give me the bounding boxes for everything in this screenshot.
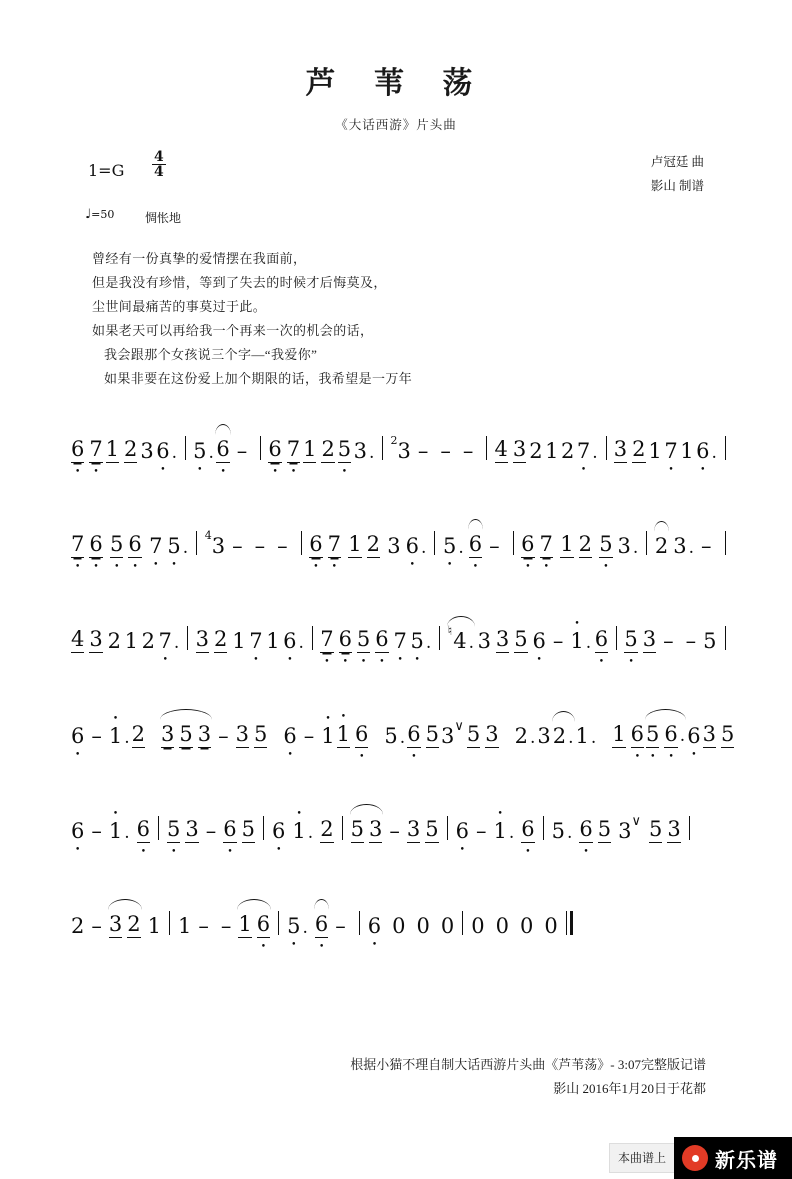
tempo-value: =50 [91, 208, 115, 221]
music-stave: 6 • – • 1 . 2 3 5 3 – 3 5 6 • – • 1 • 1 6 • 5 . 6 • 5 3∨ 5 3 2 . 3 2 . 1 . 1 6 • 5 • 6 • . 6 • 3 5 [0, 702, 792, 797]
footer-line: 影山 2016年1月20日于花都 [553, 1080, 706, 1096]
lyric-line: 但是我没有珍惜，等到了失去的时候才后悔莫及， [92, 275, 387, 291]
quarter-note-icon: ♩ [85, 207, 92, 222]
badge-caption: 本曲谱上 [609, 1143, 674, 1173]
music-stave: 2 – 3 2 1 1 – – 1 6 • 5 • . 6 • – 6 • 0 0 0 0 0 0 0 [0, 892, 792, 987]
watermark-badge [609, 1137, 792, 1179]
lyrics-preface [92, 247, 792, 391]
time-signature-numerator: 4 [154, 149, 164, 165]
sheet-music-page [0, 58, 792, 1179]
expression-marking: 惆怅地 [145, 211, 182, 225]
tempo-marking [85, 207, 114, 222]
music-stave: 4 3 2 1 2 7 • . 3 2 1 7 • 1 6 • . 7 • 6 • 5 • 6 • 7 • 5 • . ♮4 . 3 3 5 6 • – • 1 . 6 • 5 • 3 – – 5 [0, 607, 792, 702]
time-signature [152, 150, 166, 180]
music-staves [0, 417, 792, 987]
page-subtitle: 《大话西游》片头曲 [335, 118, 457, 132]
lyric-line: 如果非要在这份爱上加个期限的话，我希望是一万年 [104, 371, 413, 387]
lyric-line: 曾经有一份真挚的爱情摆在我面前， [92, 251, 307, 266]
credit-arranger: 影山 制谱 [650, 178, 704, 193]
footer-line: 根据小猫不理自制大话西游片头曲《芦苇荡》- 3:07完整版记谱 [350, 1056, 706, 1072]
page-title: 芦 苇 荡 [305, 66, 487, 101]
final-barline [566, 911, 573, 935]
time-signature-denominator: 4 [154, 164, 164, 180]
footer-note [0, 1053, 792, 1101]
badge-brand-label: 新乐谱 [715, 1147, 778, 1172]
key-signature: 1=G [88, 161, 125, 180]
music-stave: 6 • 7 • 1 2 3 6 • . 5 • . 6 • – 6 • 7 • 1 2 5 • 3 . $^2$3 – – – 4 3 2 1 2 7 • . 3 2 1 7 • 1 6 • . [0, 417, 792, 512]
music-stave: 6 • – • 1 . 6 • 5 • 3 – 6 • 5 6 • • 1 . 2 5 3 – 3 5 6 • – • 1 . 6 • 5 . 6 • 5 3∨ 5 3 [0, 797, 792, 892]
lyric-line: 尘世间最痛苦的事莫过于此。 [92, 299, 267, 315]
lyric-line: 我会跟那个女孩说三个字—“我爱你” [104, 347, 318, 363]
tempo-row [0, 207, 792, 233]
music-stave: 7 • 6 • 5 • 6 • 7 • 5 • . $^4$3 – – – 6 • 7 • 1 2 3 6 • . 5 • . 6 • – 6 • 7 • 1 2 5 • 3 . 2 3 . – [0, 512, 792, 607]
credit-composer: 卢冠廷 曲 [650, 155, 704, 169]
meta-row [0, 139, 792, 205]
credits [651, 151, 704, 199]
vinyl-record-icon [682, 1145, 708, 1171]
badge-brand [674, 1137, 792, 1179]
lyric-line: 如果老天可以再给我一个再来一次的机会的话， [92, 323, 374, 339]
